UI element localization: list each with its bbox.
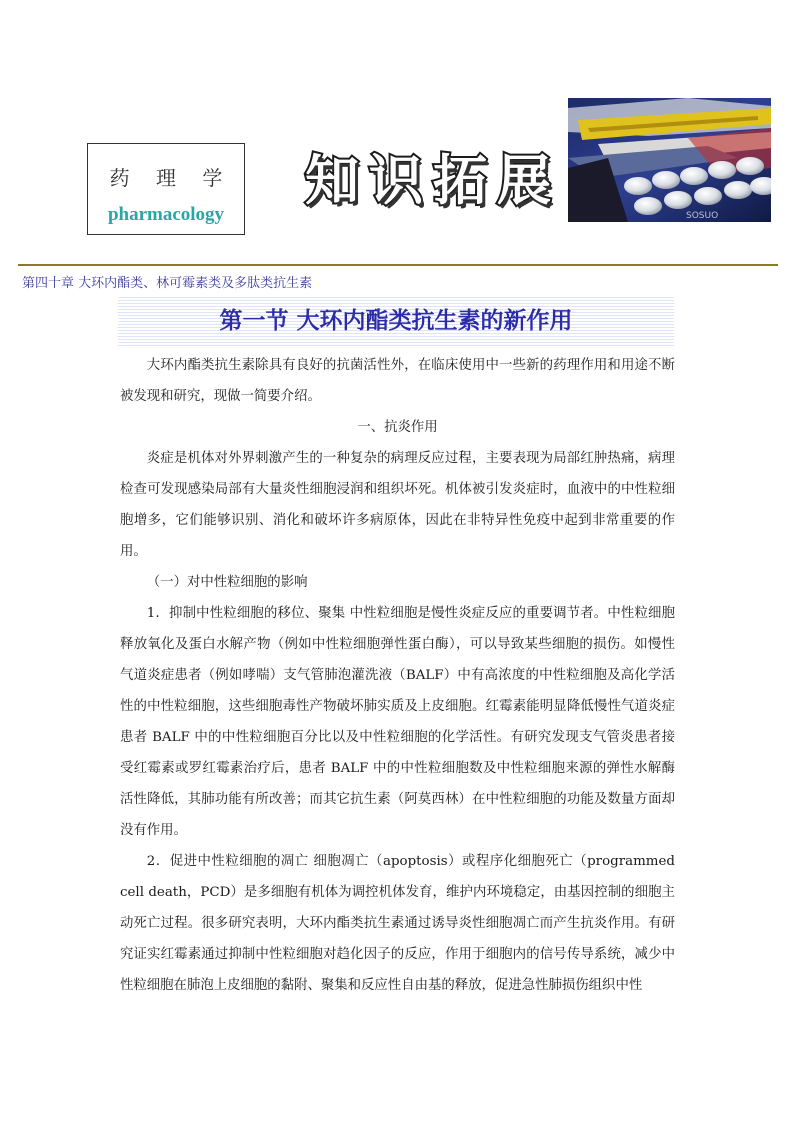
banner-title: 知识拓展: [305, 149, 561, 212]
logo-chinese-text: 药 理 学: [109, 166, 233, 190]
logo-english-text: pharmacology: [107, 204, 225, 225]
chapter-heading: 第四十章 大环内酯类、林可霉素类及多肽类抗生素: [22, 276, 313, 291]
subheading-anti-inflammation: 一、抗炎作用: [357, 420, 438, 435]
paragraph-neutrophil-migration: 1．抑制中性粒细胞的移位、聚集 中性粒细胞是慢性炎症反应的重要调节者。中性粒细胞释放氧化及蛋白水解产物（例如中性粒细胞弹性蛋白酶），可以导致某些细胞的损伤。如慢性气道炎症患者（例如哮喘）支气管肺泡灌洗液（BALF）中有高浓度的中性粒细胞及高化学活性的中性粒细胞，这些细胞毒性产物破坏肺实质及上皮细胞。红霉素能明显降低慢性气道炎症患者 BALF 中的中性粒细胞百分比以及中性粒细胞的化学活性。有研究发现支气管炎患者接受红霉素或罗红霉素治疗后，患者 BALF 中的中性粒细胞数及中性粒细胞来源的弹性水解酶活性降低，其肺功能有所改善；而其它抗生素（阿莫西林）在中性粒细胞的功能及数量方面却没有作用。: [120, 606, 675, 838]
paragraph-inflammation: 炎症是机体对外界刺激产生的一种复杂的病理反应过程，主要表现为局部红肿热痛，病理检查可发现感染局部有大量炎性细胞浸润和组织坏死。机体被引发炎症时，血液中的中性粒细胞增多，它们能够识别、消化和破坏许多病原体，因此在非特异性免疫中起到非常重要的作用。: [120, 451, 675, 559]
logo-box: [87, 143, 245, 235]
subheading-neutrophil: （一）对中性粒细胞的影响: [146, 575, 308, 590]
paragraph-neutrophil-apoptosis: 2．促进中性粒细胞的凋亡 细胞凋亡（apoptosis）或程序化细胞死亡（programmed cell death，PCD）是多细胞有机体为调控机体发育，维护内环境稳定，由基因控制的细胞主动死亡过程。很多研究表明，大环内酯类抗生素通过诱导炎性细胞凋亡而产生抗炎作用。有研究证实红霉素通过抑制中性粒细胞对趋化因子的反应，作用于细胞内的信号传导系统，减少中性粒细胞在肺泡上皮细胞的黏附、聚集和反应性自由基的释放，促进急性肺损伤组织中性: [120, 854, 675, 993]
article-body: [120, 350, 675, 1001]
paragraph-intro: 大环内酯类抗生素除具有良好的抗菌活性外，在临床使用中一些新的药理作用和用途不断被发现和研究，现做一简要介绍。: [120, 358, 675, 404]
section-title: 第一节 大环内酯类抗生素的新作用: [219, 308, 573, 334]
photo-watermark: SOSUO: [686, 211, 719, 221]
pills-photo: [568, 98, 771, 222]
header-divider: [18, 264, 778, 266]
